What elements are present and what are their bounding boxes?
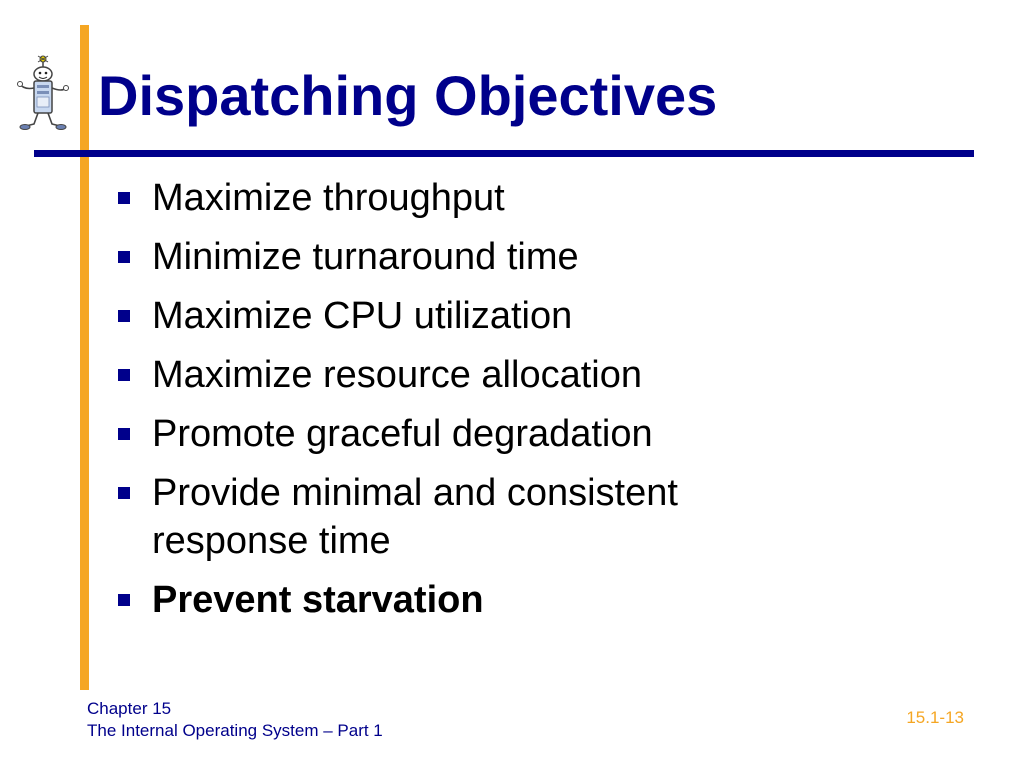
- footer-chapter: Chapter 15: [87, 699, 172, 718]
- computer-mascot-icon: [14, 54, 72, 134]
- bullet-square-icon: [118, 251, 130, 263]
- bullet-text: Prevent starvation: [152, 579, 484, 621]
- bullet-text: Maximize resource allocation: [152, 354, 642, 396]
- bullet-item: [116, 469, 976, 565]
- bullet-square-icon: [118, 428, 130, 440]
- bullet-item: [116, 292, 976, 340]
- bullet-square-icon: [118, 594, 130, 606]
- footer-chapter-info: [87, 698, 383, 742]
- bullet-text: Maximize CPU utilization: [152, 295, 573, 337]
- bullet-square-icon: [118, 369, 130, 381]
- bullet-item: [116, 174, 976, 222]
- bullet-item: [116, 351, 976, 399]
- footer-subtitle: The Internal Operating System – Part 1: [87, 721, 383, 740]
- bullet-text: Minimize turnaround time: [152, 236, 579, 278]
- accent-bar: [80, 25, 89, 690]
- bullet-text: Maximize throughput: [152, 177, 505, 219]
- bullet-item: [116, 233, 976, 281]
- slide-title: Dispatching Objectives: [98, 64, 718, 127]
- bullet-square-icon: [118, 192, 130, 204]
- title-divider: [34, 150, 974, 157]
- bullet-square-icon: [118, 310, 130, 322]
- bullet-square-icon: [118, 487, 130, 499]
- bullet-text: Promote graceful degradation: [152, 413, 653, 455]
- bullet-text: Provide minimal and consistent response time: [152, 472, 678, 562]
- page-number: 15.1-13: [906, 708, 964, 727]
- bullet-item: [116, 576, 976, 624]
- bullet-list: [116, 174, 976, 635]
- bullet-item: [116, 410, 976, 458]
